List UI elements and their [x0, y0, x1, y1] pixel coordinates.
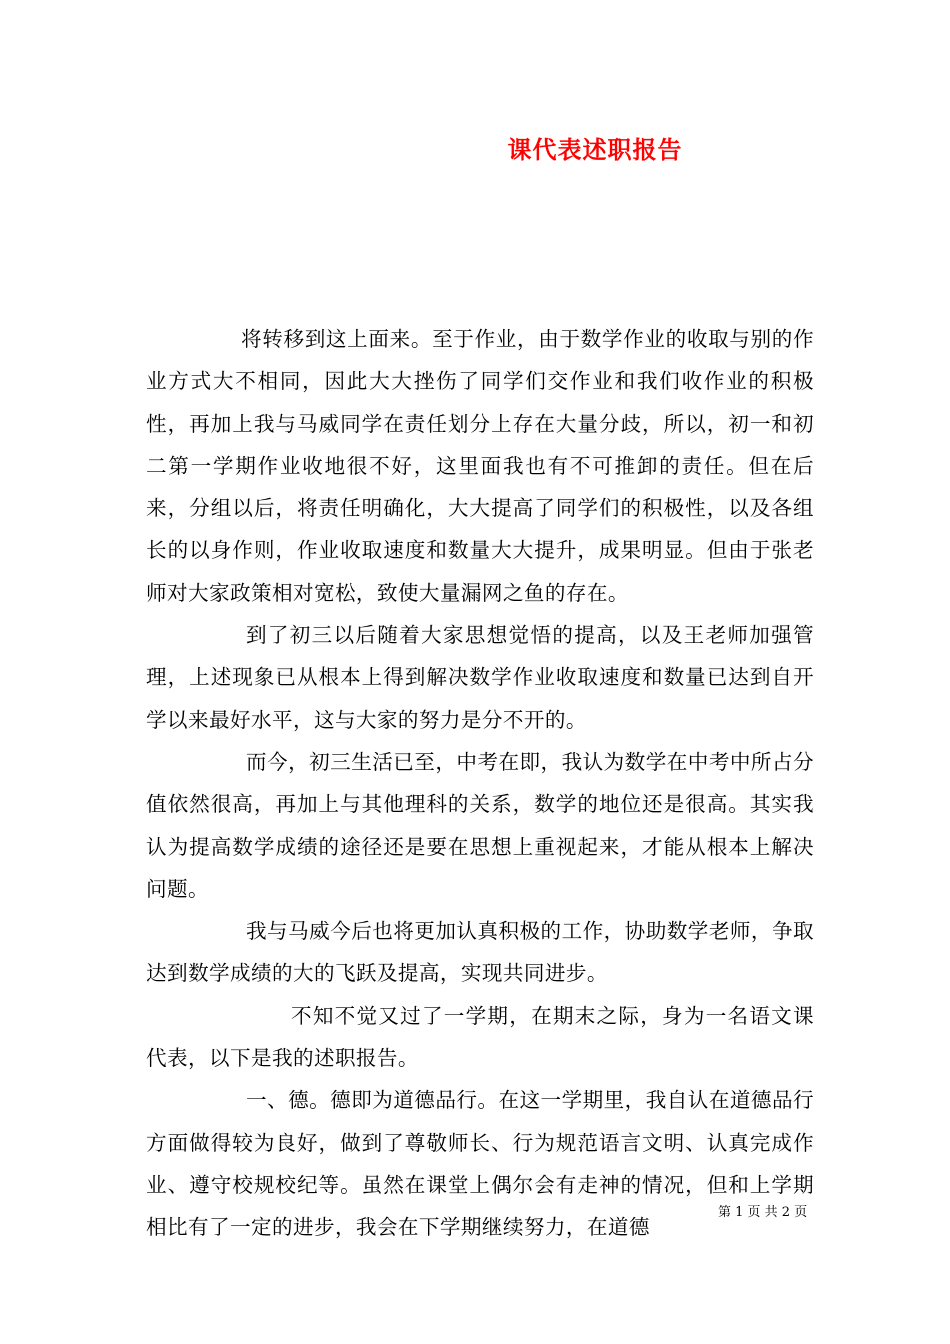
paragraph-grade-three: 到了初三以后随着大家思想觉悟的提高，以及王老师加强管理，上述现象已从根本上得到解决数学作业收取速度和数量已达到自开学以来最好水平，这与大家的努力是分不开的。 — [146, 623, 814, 732]
paragraph-morality: 一、德。德即为道德品行。在这一学期里，我自认在道德品行方面做得较为良好，做到了尊敬师长、行为规范语言文明、认真完成作业、遵守校规校纪等。虽然在课堂上偶尔会有走神的情况，但和上学期相比有了一定的进步，我会在下学期继续努力，在道德 — [146, 1088, 814, 1240]
paragraph-math-importance: 而今，初三生活已至，中考在即，我认为数学在中考中所占分值依然很高，再加上与其他理科的关系，数学的地位还是很高。其实我认为提高数学成绩的途径还是要在思想上重视起来，才能从根本上解决问题。 — [146, 749, 814, 901]
page-number: 第 1 页 共 2 页 — [718, 1205, 808, 1220]
paragraph-future-work: 我与马威今后也将更加认真积极的工作，协助数学老师，争取达到数学成绩的大的飞跃及提高，实现共同进步。 — [146, 919, 814, 986]
document-body — [146, 318, 814, 1249]
paragraph-chinese-intro: 不知不觉又过了一学期，在期末之际，身为一名语文课代表，以下是我的述职报告。 — [146, 1003, 814, 1071]
document-title: 课代表述职报告 — [507, 135, 683, 164]
paragraph-homework: 将转移到这上面来。至于作业，由于数学作业的收取与别的作业方式大不相同，因此大大挫伤了同学们交作业和我们收作业的积极性，再加上我与马威同学在责任划分上存在大量分歧，所以，初一和初二第一学期作业收地很不好，这里面我也有不可推卸的责任。但在后来，分组以后，将责任明确化，大大提高了同学们的积极性，以及各组长的以身作则，作业收取速度和数量大大提升，成果明显。但由于张老师对大家政策相对宽松，致使大量漏网之鱼的存在。 — [146, 327, 814, 605]
